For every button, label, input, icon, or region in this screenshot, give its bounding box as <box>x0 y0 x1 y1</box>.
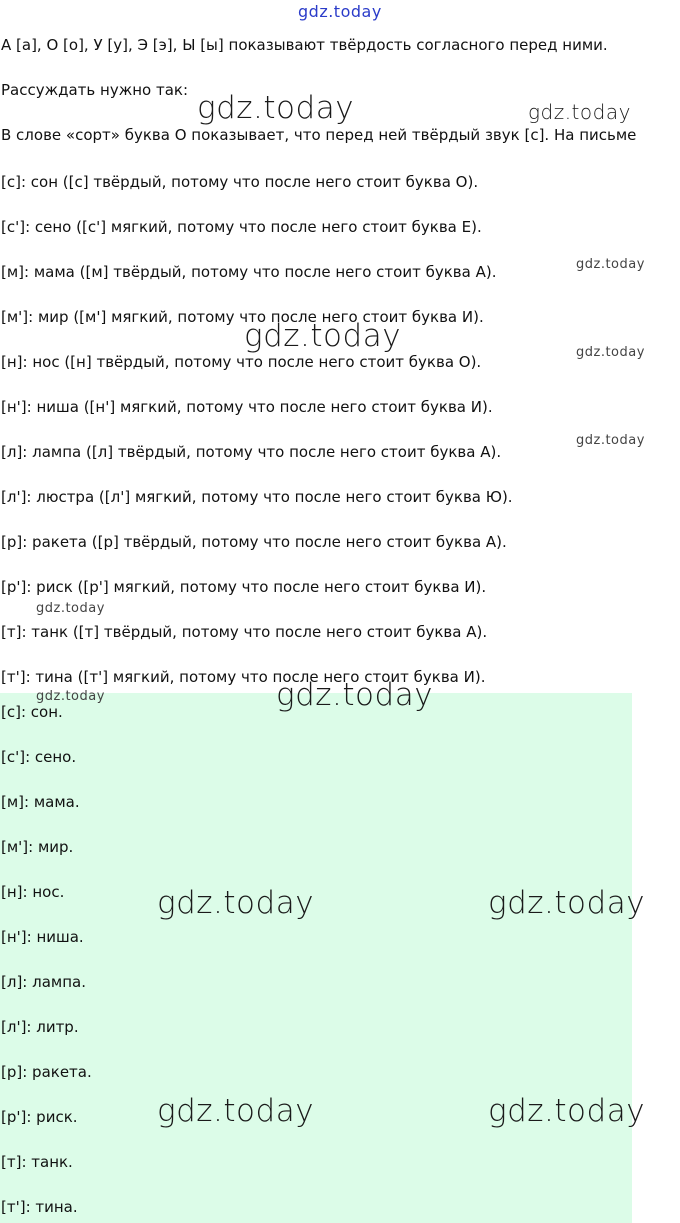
explanation-line: [н]: нос ([н] твёрдый, потому что после него стоит буква О). <box>1 353 482 371</box>
watermark: gdz.today <box>276 677 434 713</box>
watermark: gdz.today <box>488 885 646 921</box>
answer-line: [р]: ракета. <box>1 1063 92 1081</box>
answer-box <box>0 693 632 1223</box>
answer-line: [р']: риск. <box>1 1108 78 1126</box>
watermark: gdz.today <box>576 433 645 448</box>
answer-line: [м]: мама. <box>1 793 80 811</box>
explanation-line: [л']: люстра ([л'] мягкий, потому что после него стоит буква Ю). <box>1 488 513 506</box>
answer-line: [н']: ниша. <box>1 928 84 946</box>
answer-line: [т]: танк. <box>1 1153 73 1171</box>
explanation-line: [л]: лампа ([л] твёрдый, потому что после него стоит буква А). <box>1 443 502 461</box>
answer-line: [т']: тина. <box>1 1198 78 1216</box>
answer-line: [м']: мир. <box>1 838 74 856</box>
explanation-line: [р]: ракета ([р] твёрдый, потому что после него стоит буква А). <box>1 533 507 551</box>
answer-line: [с']: сено. <box>1 748 77 766</box>
watermark: gdz.today <box>36 601 105 616</box>
answer-line: [н]: нос. <box>1 883 65 901</box>
watermark: gdz.today <box>244 318 402 354</box>
answer-line: [л']: литр. <box>1 1018 79 1036</box>
answer-line: [с]: сон. <box>1 703 63 721</box>
watermark: gdz.today <box>528 100 631 124</box>
watermark: gdz.today <box>576 345 645 360</box>
explanation-line: [р']: риск ([р'] мягкий, потому что после него стоит буква И). <box>1 578 487 596</box>
watermark-top: gdz.today <box>298 2 382 21</box>
explanation-line: [н']: ниша ([н'] мягкий, потому что после него стоит буква И). <box>1 398 493 416</box>
watermark: gdz.today <box>36 689 105 704</box>
watermark: gdz.today <box>488 1093 646 1129</box>
watermark: gdz.today <box>157 1093 315 1129</box>
example-text: В слове «сорт» буква О показывает, что перед ней твёрдый звук [с]. На письме <box>1 126 637 144</box>
explanation-line: [м]: мама ([м] твёрдый, потому что после него стоит буква А). <box>1 263 497 281</box>
explanation-line: [с']: сено ([с'] мягкий, потому что после него стоит буква Е). <box>1 218 482 236</box>
watermark: gdz.today <box>157 885 315 921</box>
answer-line: [л]: лампа. <box>1 973 86 991</box>
watermark: gdz.today <box>197 90 355 126</box>
explanation-line: [с]: сон ([с] твёрдый, потому что после него стоит буква О). <box>1 173 479 191</box>
explanation-line: [т']: тина ([т'] мягкий, потому что после него стоит буква И). <box>1 668 486 686</box>
explanation-line: [м']: мир ([м'] мягкий, потому что после него стоит буква И). <box>1 308 484 326</box>
reasoning-intro: Рассуждать нужно так: <box>1 81 189 99</box>
rule-text: А [а], О [о], У [у], Э [э], Ы [ы] показывают твёрдость согласного перед ними. <box>1 36 608 54</box>
watermark: gdz.today <box>576 257 645 272</box>
explanation-line: [т]: танк ([т] твёрдый, потому что после него стоит буква А). <box>1 623 488 641</box>
